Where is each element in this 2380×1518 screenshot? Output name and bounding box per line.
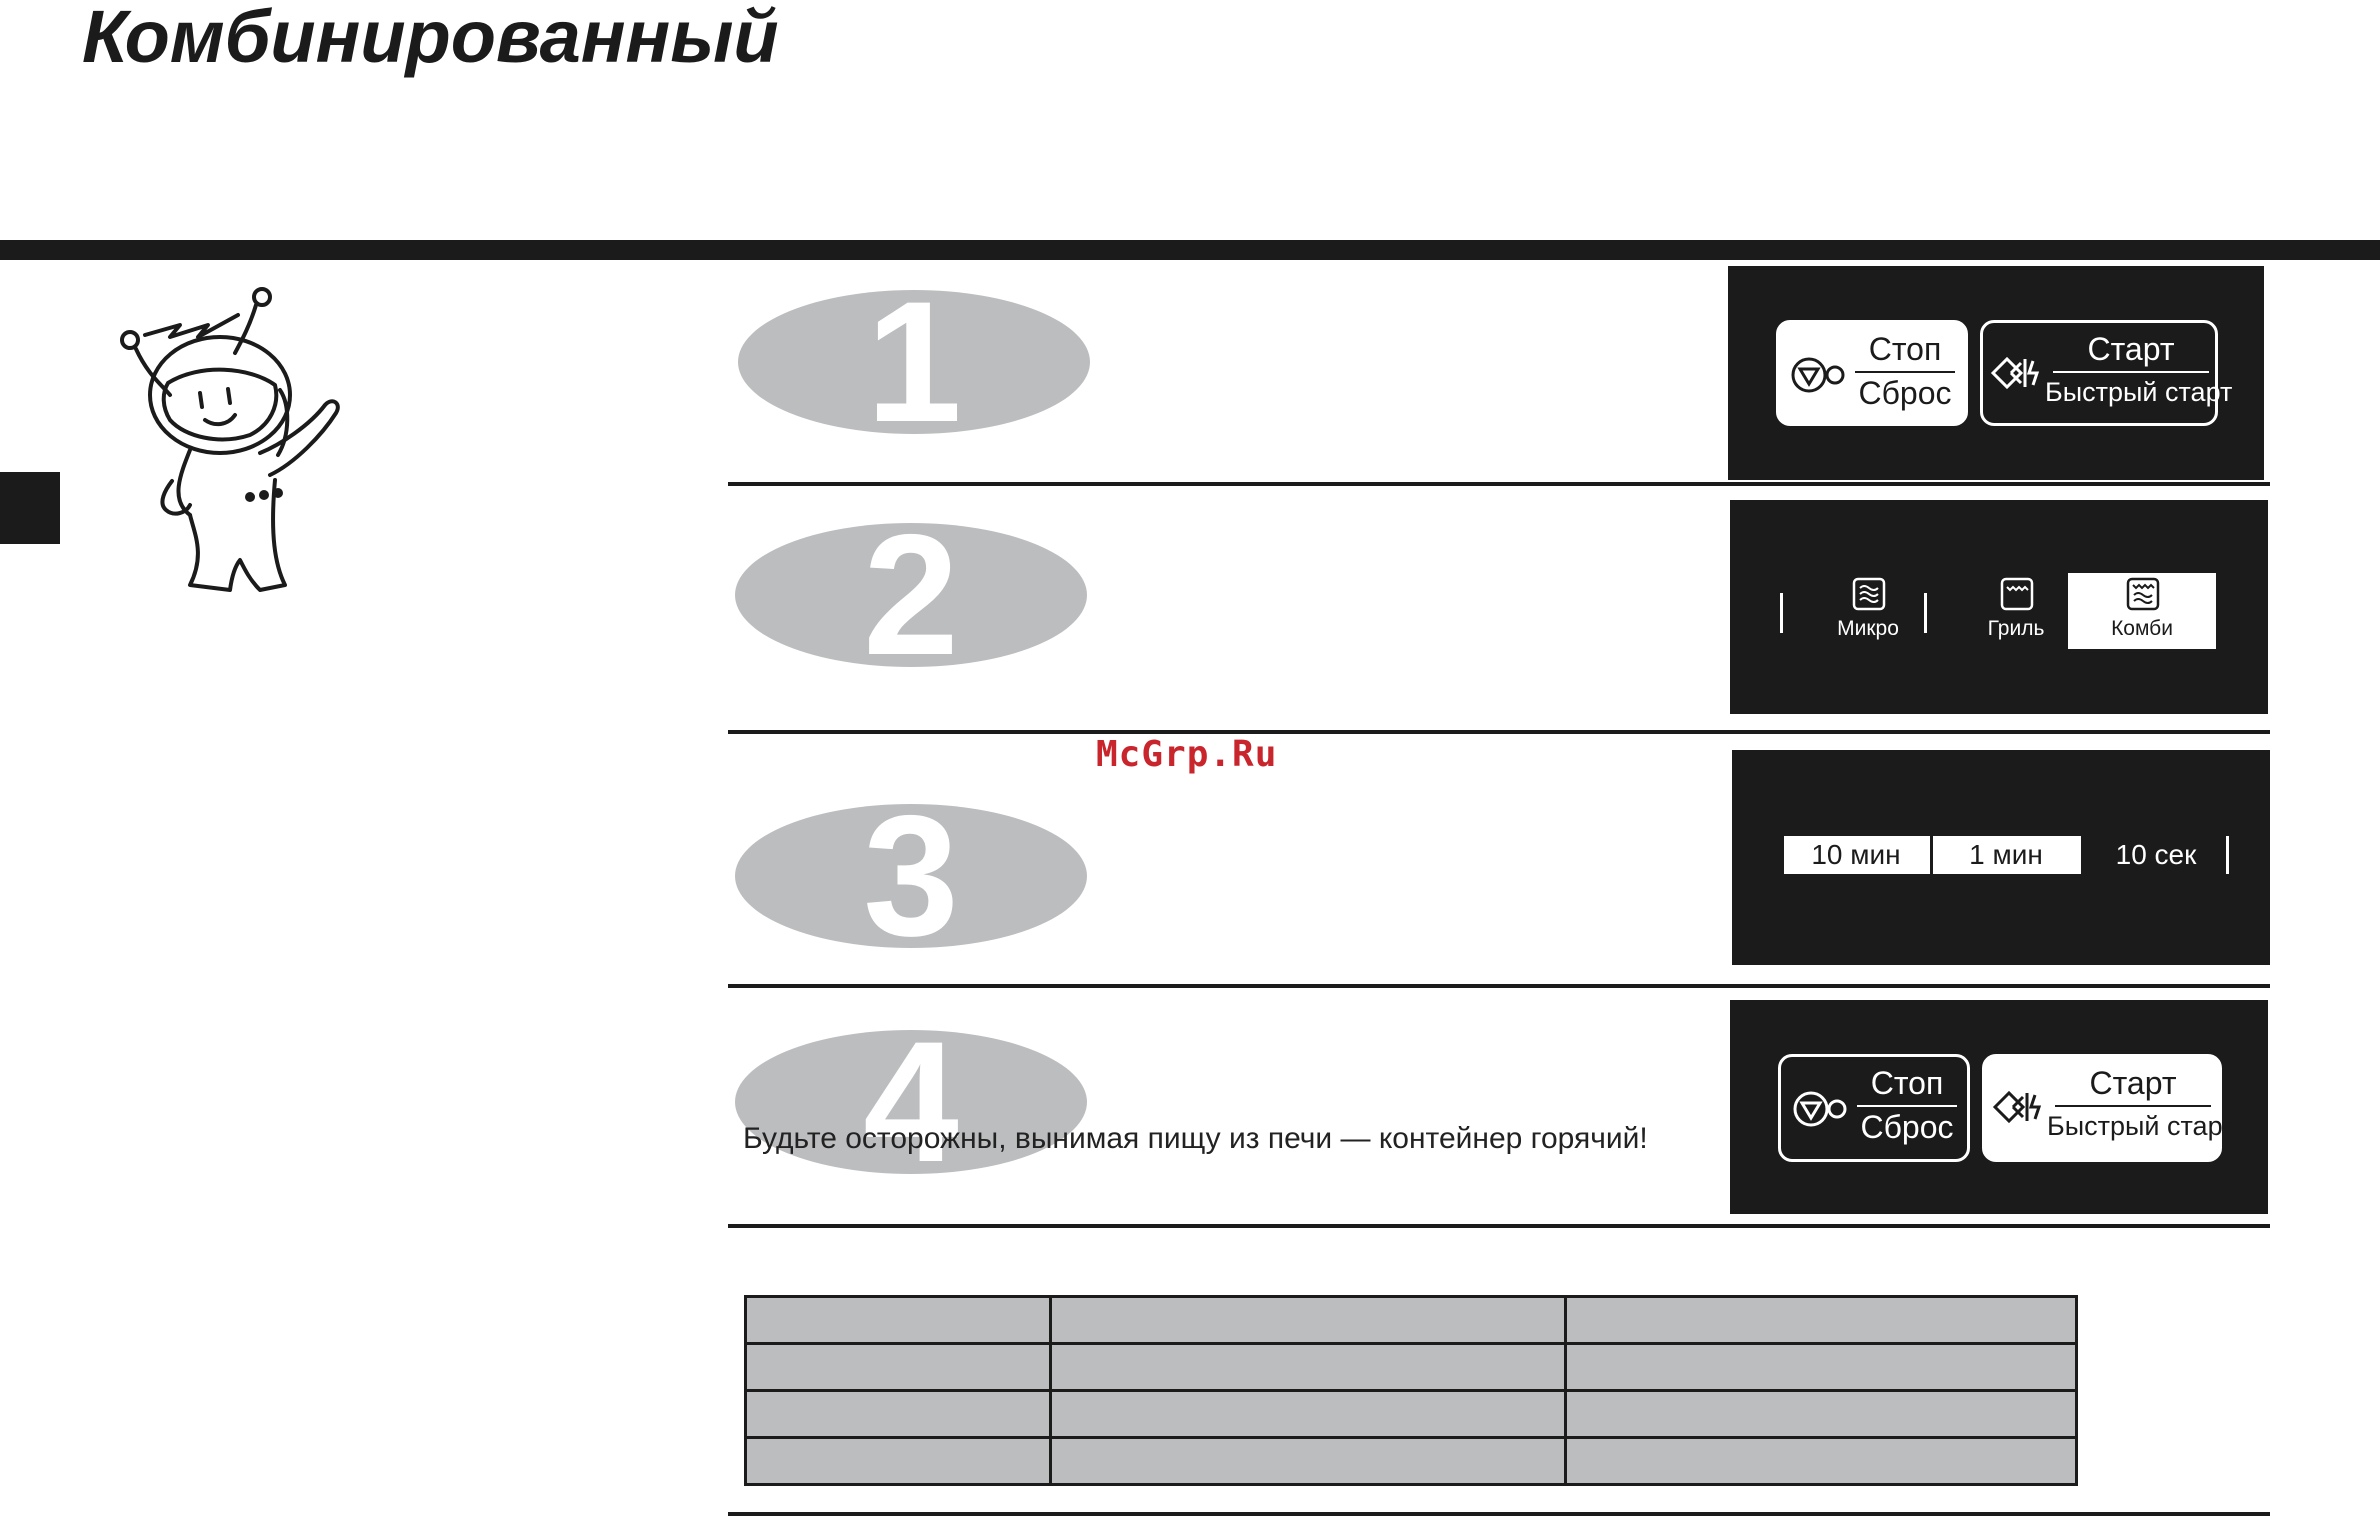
table-cell bbox=[1051, 1297, 1566, 1344]
separator-tick bbox=[2226, 836, 2229, 874]
step-1-marker bbox=[738, 266, 1090, 458]
stop-icon bbox=[1789, 355, 1845, 395]
table-row bbox=[746, 1438, 2077, 1485]
section-divider bbox=[728, 1512, 2270, 1516]
separator-tick bbox=[1924, 593, 1927, 633]
start-label: Старт bbox=[2089, 1065, 2177, 1101]
step-number: 2 bbox=[863, 499, 959, 691]
step-number: 4 bbox=[863, 1006, 959, 1198]
caution-text: Будьте осторожны, вынимая пищу из печи — контейнер горячий! bbox=[743, 1122, 1648, 1155]
time-1-min-button[interactable]: 1 мин bbox=[1934, 836, 2078, 874]
table-cell bbox=[746, 1297, 1051, 1344]
mode-label: Микро bbox=[1837, 617, 1899, 640]
step-3-control-panel bbox=[1732, 750, 2270, 965]
reset-label: Сброс bbox=[1858, 375, 1952, 411]
start-quick-start-button[interactable] bbox=[1980, 320, 2233, 426]
header-rule bbox=[0, 240, 2380, 260]
stop-icon bbox=[1791, 1089, 1847, 1129]
table-cell bbox=[1566, 1438, 2077, 1485]
mode-label: Гриль bbox=[1987, 617, 2045, 640]
mode-micro-button[interactable] bbox=[1794, 573, 1942, 649]
step-2-marker bbox=[735, 499, 1087, 691]
table-cell bbox=[1051, 1344, 1566, 1391]
start-icon bbox=[1991, 1085, 2053, 1129]
time-10-min-button[interactable]: 10 мин bbox=[1784, 836, 1928, 874]
table-cell bbox=[1051, 1438, 1566, 1485]
section-divider bbox=[728, 1224, 2270, 1228]
label-divider bbox=[2055, 1105, 2211, 1107]
table-cell bbox=[1566, 1391, 2077, 1438]
label-divider bbox=[2053, 371, 2209, 373]
stop-reset-button[interactable] bbox=[1776, 320, 1968, 426]
step-number: 3 bbox=[863, 780, 959, 972]
reset-label: Сброс bbox=[1860, 1109, 1954, 1145]
section-divider bbox=[728, 730, 2270, 734]
step-2-control-panel bbox=[1730, 500, 2268, 714]
start-label: Старт bbox=[2087, 331, 2175, 367]
stop-label: Стоп bbox=[1870, 1065, 1944, 1101]
cooking-table bbox=[744, 1295, 2078, 1486]
table-row bbox=[746, 1391, 2077, 1438]
quick-start-label: Быстрый старт bbox=[2047, 1111, 2235, 1141]
watermark: McGrp.Ru bbox=[1096, 734, 1278, 775]
table-cell bbox=[1051, 1391, 1566, 1438]
microwave-icon bbox=[1852, 577, 1886, 611]
grill-icon bbox=[2000, 577, 2034, 611]
stop-reset-button[interactable] bbox=[1778, 1054, 1970, 1162]
label-divider bbox=[1857, 1105, 1957, 1107]
step-4-control-panel bbox=[1730, 1000, 2268, 1214]
mode-combi-button[interactable] bbox=[2068, 573, 2216, 649]
separator-tick bbox=[1780, 593, 1783, 633]
step-3-marker bbox=[735, 780, 1087, 972]
step-number: 1 bbox=[866, 266, 962, 458]
combi-icon bbox=[2126, 577, 2160, 611]
quick-start-label: Быстрый старт bbox=[2045, 377, 2233, 407]
stop-label: Стоп bbox=[1868, 331, 1942, 367]
mascot-illustration bbox=[110, 285, 370, 605]
start-quick-start-button[interactable] bbox=[1982, 1054, 2235, 1162]
table-cell bbox=[1566, 1297, 2077, 1344]
label-divider bbox=[1855, 371, 1955, 373]
table-row bbox=[746, 1297, 2077, 1344]
table-cell bbox=[746, 1344, 1051, 1391]
table-cell bbox=[1566, 1344, 2077, 1391]
time-10-sec-button[interactable]: 10 сек bbox=[2115, 839, 2197, 870]
mode-label: Комби bbox=[2111, 617, 2173, 640]
section-divider bbox=[728, 482, 2270, 486]
separator-tick bbox=[2078, 836, 2081, 874]
page-title: Комбинированный bbox=[82, 0, 779, 78]
step-1-control-panel bbox=[1728, 266, 2264, 480]
section-divider bbox=[728, 984, 2270, 988]
table-row bbox=[746, 1344, 2077, 1391]
separator-tick bbox=[1930, 836, 1933, 874]
table-cell bbox=[746, 1438, 1051, 1485]
table-cell bbox=[746, 1391, 1051, 1438]
side-tab-marker bbox=[0, 472, 60, 544]
start-icon bbox=[1989, 351, 2051, 395]
